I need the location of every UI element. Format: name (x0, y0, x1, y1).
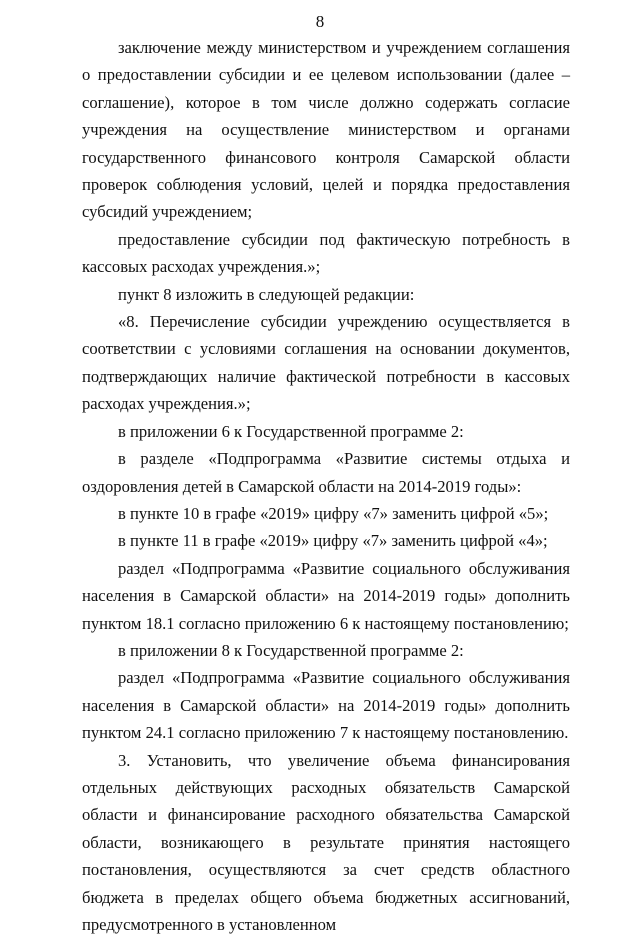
paragraph-section-social-18-1: раздел «Подпрограмма «Развитие социального обслуживания населения в Самарской области» на 2014-2019 годы» дополнить пунктом 18.1 согласно приложению 6 к настоящему постановлению; (82, 558, 570, 633)
paragraph-item-8-intro: пункт 8 изложить в следующей редакции: (118, 284, 415, 304)
paragraph-point-10: в пункте 10 в графе «2019» цифру «7» заменить цифрой «5»; (118, 503, 549, 523)
paragraph-agreement-conclusion: заключение между министерством и учреждением соглашения о предоставлении субсидии и ее целевом использовании (далее – соглашение), которое в том числе должно содержать согласие учреждения на осуществление министерством и органами государственного финансового контроля Самарской области проверок соблюдения условий, целей и порядка предоставления субсидий учреждением; (82, 38, 570, 222)
paragraph-subsidy-provision: предоставление субсидии под фактическую потребность в кассовых расходах учреждения.»; (82, 229, 570, 277)
paragraph-section-children-rest: в разделе «Подпрограмма «Развитие системы отдыха и оздоровления детей в Самарской области на 2014-2019 годы»: (82, 449, 570, 496)
paragraph-item-3-financing: 3. Установить, что увеличение объема финансирования отдельных действующих расходных обязательств Самарской области и финансирование расходного обязательства Самарской области, возникающего в результате принятия настоящего постановления, осуществляются за счет средств областного бюджета в пределах общего объема бюджетных ассигнований, предусмотренного в установленном (82, 750, 570, 934)
document-body (82, 34, 570, 938)
page-number: 8 (315, 12, 325, 31)
paragraph-appendix-8: в приложении 8 к Государственной программе 2: (118, 640, 464, 660)
paragraph-item-8-text: «8. Перечисление субсидии учреждению осуществляется в соответствии с условиями соглашения на основании документов, подтверждающих наличие фактической потребности в кассовых расходах учреждения.»; (82, 312, 570, 414)
paragraph-appendix-6: в приложении 6 к Государственной программе 2: (118, 421, 464, 441)
paragraph-point-11: в пункте 11 в графе «2019» цифру «7» заменить цифрой «4»; (118, 531, 548, 551)
paragraph-section-social-24-1: раздел «Подпрограмма «Развитие социального обслуживания населения в Самарской области» на 2014-2019 годы» дополнить пунктом 24.1 согласно приложению 7 к настоящему постановлению. (82, 668, 570, 743)
